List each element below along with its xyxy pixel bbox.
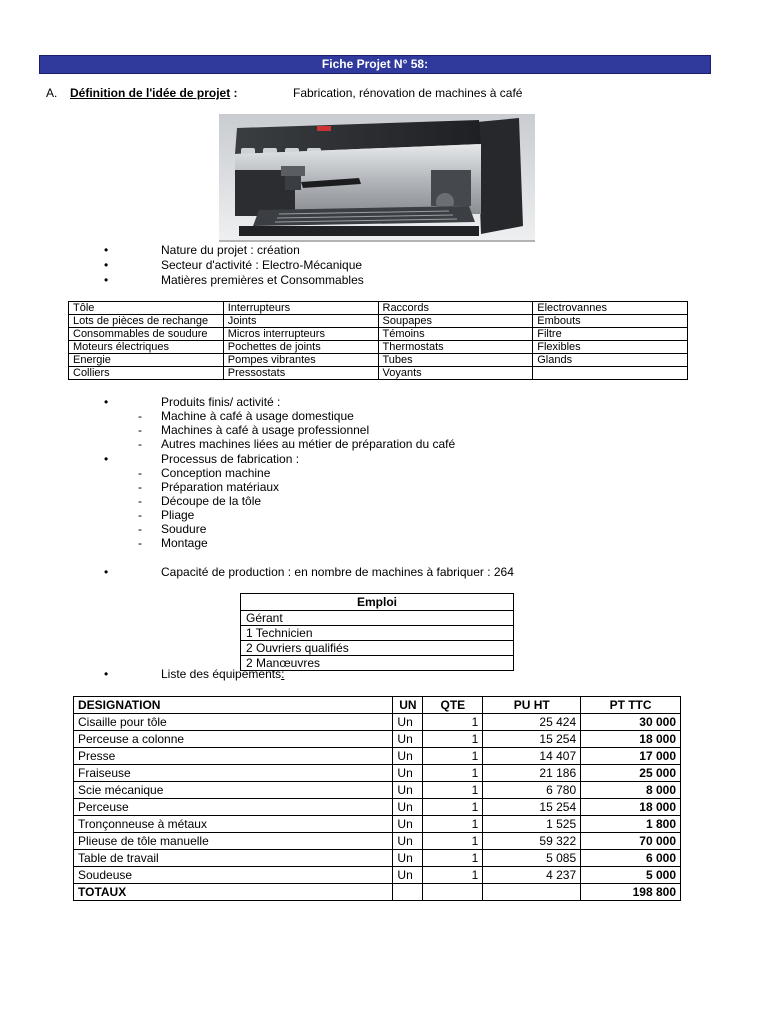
products-process-section: • Produits finis/ activité : - Machine à café à usage domestique - Machines à café à usage professionnel - Autres machines liées au métier de préparation du café • Processus de fabrication : - Conception machine - Préparation matériaux - Découpe de la tôle - Pliage - Soudure - Montage — [104, 395, 456, 550]
table-row: Presse Un 1 14 407 17 000 — [74, 748, 681, 765]
table-row: Lots de pièces de rechange Joints Soupapes Embouts — [69, 315, 688, 328]
table-row: Table de travail Un 1 5 085 6 000 — [74, 850, 681, 867]
table-row: Tôle Interrupteurs Raccords Electrovannes — [69, 302, 688, 315]
bullet-dot: • — [104, 258, 109, 272]
dash-marker: - — [138, 437, 142, 451]
equipment-list-colon: : — [281, 667, 285, 681]
table-row: Colliers Pressostats Voyants — [69, 367, 688, 380]
col-header-un: UN — [393, 697, 423, 714]
section-heading-colon: : — [230, 86, 238, 100]
table-row: Cisaille pour tôle Un 1 25 424 30 000 — [74, 714, 681, 731]
table-row: 2 Manœuvres — [241, 656, 514, 671]
equipment-table — [73, 696, 681, 901]
table-row: Gérant — [241, 611, 514, 626]
espresso-machine-photo — [219, 114, 535, 242]
project-idea-value: Fabrication, rénovation de machines à café — [293, 86, 523, 100]
table-header-row — [74, 697, 681, 714]
table-row: Plieuse de tôle manuelle Un 1 59 322 70 000 — [74, 833, 681, 850]
table-row: Tronçonneuse à métaux Un 1 1 525 1 800 — [74, 816, 681, 833]
col-header-pu-ht: PU HT — [483, 697, 581, 714]
col-header-designation: DESIGNATION — [74, 697, 393, 714]
produits-title: Produits finis/ activité : — [161, 395, 281, 409]
totals-label: TOTAUX — [74, 884, 393, 901]
dash-marker: - — [138, 423, 142, 437]
col-header-pt-ttc: PT TTC — [581, 697, 681, 714]
bullet-dot: • — [104, 243, 109, 257]
capacity-line — [0, 565, 768, 581]
emploi-header: Emploi — [241, 594, 514, 611]
dash-marker: - — [138, 536, 142, 550]
fiche-banner: Fiche Projet N° 58: — [39, 55, 711, 74]
table-row: 2 Ouvriers qualifiés — [241, 641, 514, 656]
dash-marker: - — [138, 409, 142, 423]
bullet-dot: • — [104, 452, 109, 466]
section-letter: A. — [46, 86, 58, 100]
table-row: 1 Technicien — [241, 626, 514, 641]
bullet-dot: • — [104, 667, 109, 681]
employment-table — [240, 593, 514, 671]
dash-marker: - — [138, 466, 142, 480]
dash-marker: - — [138, 508, 142, 522]
dash-marker: - — [138, 522, 142, 536]
table-header-row — [241, 594, 514, 611]
bullet-dot: • — [104, 395, 109, 409]
table-row: Soudeuse Un 1 4 237 5 000 — [74, 867, 681, 884]
table-row: Perceuse a colonne Un 1 15 254 18 000 — [74, 731, 681, 748]
equipment-list-label: Liste des équipements — [161, 667, 282, 681]
totals-row — [74, 884, 681, 901]
table-row: Perceuse Un 1 15 254 18 000 — [74, 799, 681, 816]
col-header-qte: QTE — [423, 697, 483, 714]
equipment-list-line — [0, 667, 768, 683]
section-heading: Définition de l'idée de projet — [70, 86, 231, 100]
capacity-text: Capacité de production : en nombre de machines à fabriquer : 264 — [161, 565, 514, 579]
table-row: Energie Pompes vibrantes Tubes Glands — [69, 354, 688, 367]
table-row: Scie mécanique Un 1 6 780 8 000 — [74, 782, 681, 799]
processus-title: Processus de fabrication : — [161, 452, 300, 466]
totals-value: 198 800 — [581, 884, 681, 901]
section-a — [46, 86, 606, 100]
dash-marker: - — [138, 480, 142, 494]
bullet-dot: • — [104, 273, 109, 287]
dash-marker: - — [138, 494, 142, 508]
materials-table — [68, 301, 688, 380]
bullet-dot: • — [104, 565, 109, 579]
table-row: Consommables de soudure Micros interrupteurs Témoins Filtre — [69, 328, 688, 341]
table-row: Moteurs électriques Pochettes de joints Thermostats Flexibles — [69, 341, 688, 354]
top-bullets: • Nature du projet : création • Secteur d'activité : Electro-Mécanique • Matières premières et Consommables — [104, 243, 364, 287]
table-row: Fraiseuse Un 1 21 186 25 000 — [74, 765, 681, 782]
